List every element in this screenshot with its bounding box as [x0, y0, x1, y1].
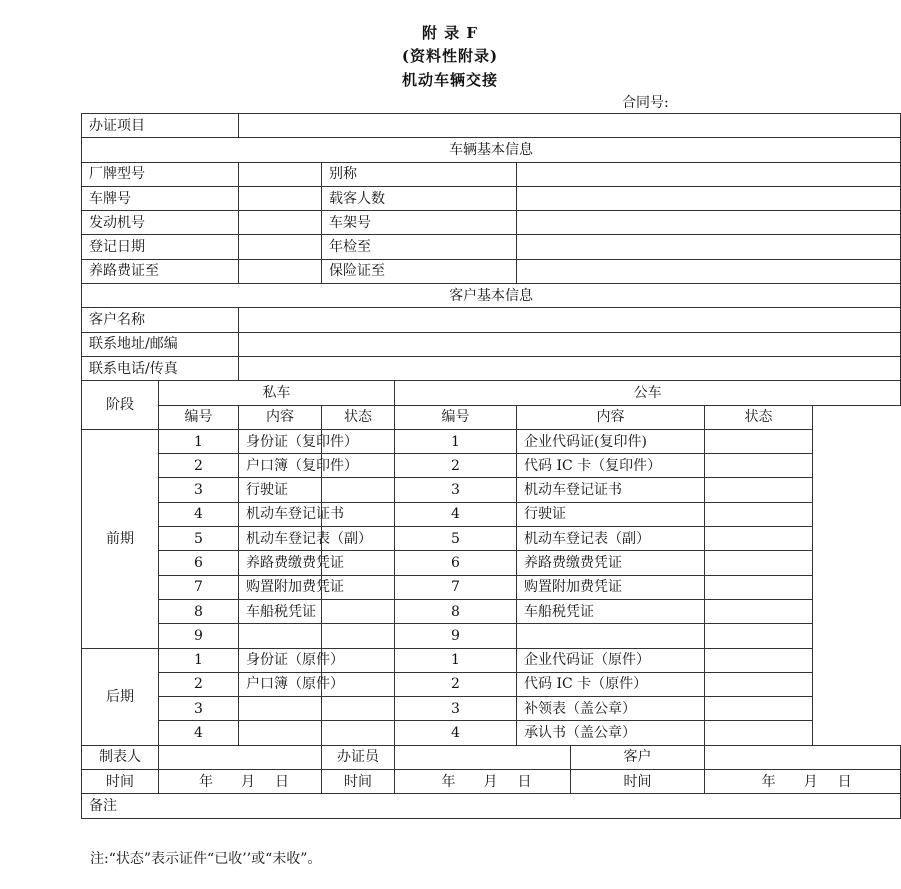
public-col-no: 编号 — [395, 405, 517, 429]
preparer-date[interactable] — [159, 770, 322, 794]
vehicle-info-row — [82, 259, 901, 283]
vehicle-info-row — [82, 211, 901, 235]
vehicle-field-label: 别称 — [322, 162, 517, 186]
vehicle-field-label: 厂牌型号 — [82, 162, 239, 186]
public-col-content: 内容 — [517, 405, 705, 429]
vehicle-info-row — [82, 186, 901, 210]
public-item-no: 6 — [395, 551, 517, 575]
date-month-label: 月 — [241, 773, 255, 790]
public-item-no: 2 — [395, 672, 517, 696]
vehicle-field-label: 年检至 — [322, 235, 517, 259]
private-item-content — [239, 721, 322, 745]
early-item-row — [82, 502, 901, 526]
private-item-status[interactable] — [322, 624, 395, 648]
public-item-status[interactable] — [705, 429, 813, 453]
public-item-content: 行驶证 — [517, 502, 705, 526]
private-item-no: 1 — [159, 429, 239, 453]
early-item-row — [82, 429, 901, 453]
private-item-content: 身份证（复印件） — [239, 429, 322, 453]
appendix-subtitle: (资料性附录) — [401, 47, 499, 65]
public-car-header: 公车 — [395, 381, 901, 405]
vehicle-field-value[interactable] — [517, 186, 901, 210]
public-item-content: 代码 IC 卡（原件） — [517, 672, 705, 696]
public-item-status[interactable] — [705, 502, 813, 526]
private-item-status[interactable] — [322, 478, 395, 502]
agent-value[interactable] — [395, 745, 571, 769]
private-item-content: 购置附加费凭证 — [239, 575, 322, 599]
private-item-status[interactable] — [322, 721, 395, 745]
private-item-no: 4 — [159, 502, 239, 526]
private-item-content — [239, 697, 322, 721]
date-day-label: 日 — [837, 773, 852, 790]
project-value[interactable] — [239, 114, 901, 138]
vehicle-info-row — [82, 162, 901, 186]
early-item-row — [82, 454, 901, 478]
public-item-no: 2 — [395, 454, 517, 478]
early-stage-label: 前期 — [82, 429, 159, 648]
vehicle-handover-form — [81, 113, 901, 819]
private-item-status[interactable] — [322, 599, 395, 623]
vehicle-field-value[interactable] — [239, 235, 322, 259]
remarks-label: 备注 — [82, 794, 901, 818]
public-item-no: 5 — [395, 527, 517, 551]
private-item-content: 养路费缴费凭证 — [239, 551, 322, 575]
agent-date[interactable] — [395, 770, 571, 794]
private-item-no: 7 — [159, 575, 239, 599]
customer-date[interactable] — [705, 770, 901, 794]
project-label: 办证项目 — [82, 114, 239, 138]
signature-row — [82, 745, 901, 769]
private-item-content: 机动车登记表（副） — [239, 527, 322, 551]
vehicle-field-value[interactable] — [239, 259, 322, 283]
vehicle-field-value[interactable] — [517, 235, 901, 259]
public-item-content — [517, 624, 705, 648]
contract-number-label: 合同号: — [622, 95, 669, 111]
early-item-row — [82, 599, 901, 623]
public-item-content: 购置附加费凭证 — [517, 575, 705, 599]
customer-sign-label: 客户 — [571, 745, 705, 769]
private-car-header: 私车 — [159, 381, 395, 405]
vehicle-info-row — [82, 235, 901, 259]
early-item-row — [82, 624, 901, 648]
public-item-content: 企业代码证（原件） — [517, 648, 705, 672]
column-header-row — [82, 405, 901, 429]
public-item-no: 8 — [395, 599, 517, 623]
time-label: 时间 — [82, 770, 159, 794]
private-item-no: 3 — [159, 697, 239, 721]
customer-info-row — [82, 332, 901, 356]
vehicle-field-label: 保险证至 — [322, 259, 517, 283]
private-item-content: 车船税凭证 — [239, 599, 322, 623]
public-item-status[interactable] — [705, 575, 813, 599]
private-col-no: 编号 — [159, 405, 239, 429]
vehicle-field-value[interactable] — [239, 211, 322, 235]
private-item-content: 身份证（原件） — [239, 648, 322, 672]
public-item-content: 车船税凭证 — [517, 599, 705, 623]
private-item-content: 户口簿（原件） — [239, 672, 322, 696]
public-item-status[interactable] — [705, 721, 813, 745]
customer-field-value[interactable] — [239, 356, 901, 380]
agent-label: 办证员 — [322, 745, 395, 769]
private-item-no: 8 — [159, 599, 239, 623]
customer-field-label: 客户名称 — [82, 308, 239, 332]
public-item-content: 代码 IC 卡（复印件） — [517, 454, 705, 478]
appendix-title: 附 录 F — [421, 24, 479, 42]
vehicle-section-row — [82, 138, 901, 162]
vehicle-section-header: 车辆基本信息 — [82, 138, 901, 162]
private-item-content: 户口簿（复印件） — [239, 454, 322, 478]
vehicle-field-label: 发动机号 — [82, 211, 239, 235]
public-item-no: 3 — [395, 697, 517, 721]
vehicle-field-value[interactable] — [239, 162, 322, 186]
date-year-label: 年 — [199, 773, 213, 790]
early-item-row — [82, 478, 901, 502]
private-item-content: 机动车登记证书 — [239, 502, 322, 526]
public-col-status: 状态 — [705, 405, 813, 429]
public-item-no: 3 — [395, 478, 517, 502]
vehicle-field-value[interactable] — [239, 186, 322, 210]
vehicle-field-label: 登记日期 — [82, 235, 239, 259]
vehicle-field-value[interactable] — [517, 259, 901, 283]
public-item-no: 4 — [395, 721, 517, 745]
private-item-content — [239, 624, 322, 648]
private-item-no: 3 — [159, 478, 239, 502]
time-row — [82, 770, 901, 794]
public-item-status[interactable] — [705, 478, 813, 502]
public-item-no: 1 — [395, 648, 517, 672]
remarks-row — [82, 794, 901, 818]
public-item-status[interactable] — [705, 624, 813, 648]
public-item-no: 7 — [395, 575, 517, 599]
time-label: 时间 — [322, 770, 395, 794]
private-item-no: 1 — [159, 648, 239, 672]
public-item-content: 承认书（盖公章） — [517, 721, 705, 745]
private-item-no: 9 — [159, 624, 239, 648]
vehicle-field-label: 车架号 — [322, 211, 517, 235]
public-item-status[interactable] — [705, 672, 813, 696]
customer-sign-value[interactable] — [705, 745, 901, 769]
public-item-content: 机动车登记证书 — [517, 478, 705, 502]
late-stage-label: 后期 — [82, 648, 159, 745]
vehicle-field-value[interactable] — [517, 211, 901, 235]
date-year-label: 年 — [761, 773, 776, 790]
customer-field-value[interactable] — [239, 308, 901, 332]
customer-info-row — [82, 356, 901, 380]
private-item-no: 4 — [159, 721, 239, 745]
public-item-status[interactable] — [705, 551, 813, 575]
private-item-no: 2 — [159, 672, 239, 696]
date-month-label: 月 — [803, 773, 818, 790]
customer-section-row — [82, 284, 901, 308]
private-item-no: 6 — [159, 551, 239, 575]
date-month-label: 月 — [483, 773, 498, 790]
late-item-row — [82, 697, 901, 721]
private-col-content: 内容 — [239, 405, 322, 429]
vehicle-field-label: 养路费证至 — [82, 259, 239, 283]
vehicle-field-label: 车牌号 — [82, 186, 239, 210]
project-row — [82, 114, 901, 138]
public-item-status[interactable] — [705, 599, 813, 623]
customer-field-label: 联系电话/传真 — [82, 356, 239, 380]
preparer-label: 制表人 — [82, 745, 159, 769]
preparer-value[interactable] — [159, 745, 322, 769]
page-heading: 机动车辆交接 — [401, 71, 498, 89]
date-day-label: 日 — [275, 773, 289, 790]
late-item-row — [82, 648, 901, 672]
customer-field-label: 联系地址/邮编 — [82, 332, 239, 356]
vehicle-field-label: 载客人数 — [322, 186, 517, 210]
early-item-row — [82, 575, 901, 599]
public-item-status[interactable] — [705, 527, 813, 551]
public-item-content: 补领表（盖公章） — [517, 697, 705, 721]
vehicle-field-value[interactable] — [517, 162, 901, 186]
time-label: 时间 — [571, 770, 705, 794]
footnote: 注:“状态”表示证件“已收’’或“未收”。 — [90, 851, 322, 867]
public-item-no: 9 — [395, 624, 517, 648]
public-item-content: 企业代码证(复印件) — [517, 429, 705, 453]
public-item-status[interactable] — [705, 697, 813, 721]
late-item-row — [82, 721, 901, 745]
private-item-status[interactable] — [322, 697, 395, 721]
private-item-no: 2 — [159, 454, 239, 478]
date-year-label: 年 — [441, 773, 456, 790]
early-item-row — [82, 551, 901, 575]
stage-header-row — [82, 381, 901, 405]
customer-section-header: 客户基本信息 — [82, 284, 901, 308]
private-item-no: 5 — [159, 527, 239, 551]
public-item-content: 养路费缴费凭证 — [517, 551, 705, 575]
public-item-status[interactable] — [705, 648, 813, 672]
private-col-status: 状态 — [322, 405, 395, 429]
late-item-row — [82, 672, 901, 696]
public-item-no: 4 — [395, 502, 517, 526]
public-item-status[interactable] — [705, 454, 813, 478]
stage-label: 阶段 — [82, 381, 159, 430]
customer-info-row — [82, 308, 901, 332]
early-item-row — [82, 527, 901, 551]
date-day-label: 日 — [517, 773, 532, 790]
private-item-content: 行驶证 — [239, 478, 322, 502]
public-item-no: 1 — [395, 429, 517, 453]
customer-field-value[interactable] — [239, 332, 901, 356]
public-item-content: 机动车登记表（副） — [517, 527, 705, 551]
